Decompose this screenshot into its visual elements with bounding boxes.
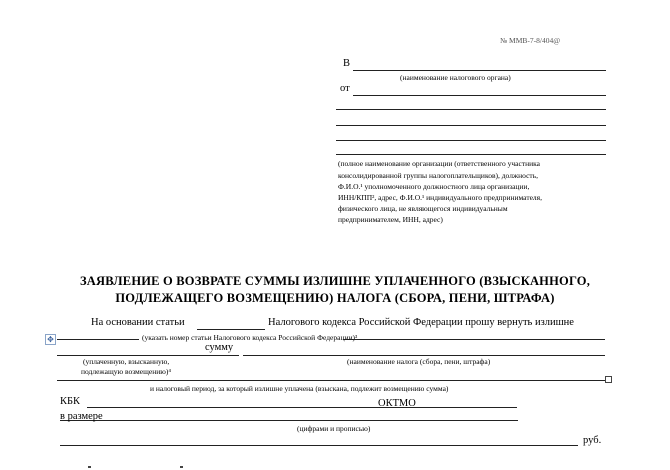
tax-period-field[interactable] xyxy=(57,380,605,381)
applicant-field-4[interactable] xyxy=(336,140,606,141)
paid-type-field-2[interactable] xyxy=(57,355,239,356)
oktmo-field[interactable] xyxy=(60,420,518,421)
amount-caption: (цифрами и прописью) xyxy=(297,424,371,433)
applicant-caption-6: предпринимателем, ИНН, адрес) xyxy=(338,215,443,224)
tax-authority-field[interactable] xyxy=(353,70,606,71)
applicant-caption-1: (полное наименование организации (ответственного участника xyxy=(338,159,540,168)
cut-off-text-1 xyxy=(88,466,91,468)
amount-label: в размере xyxy=(60,411,103,422)
rub-label: руб. xyxy=(583,435,602,446)
applicant-field-2[interactable] xyxy=(336,109,606,110)
applicant-field-3[interactable] xyxy=(336,125,606,126)
to-label: В xyxy=(343,58,351,69)
move-icon[interactable]: ✥ xyxy=(45,334,56,345)
applicant-caption-3: Ф.И.О.¹ уполномоченного должностного лица организации, xyxy=(338,182,530,191)
paid-type-field[interactable] xyxy=(57,339,139,340)
sum-word: сумму xyxy=(205,342,234,353)
paid-caption-2: подлежащую возмещению)⁴ xyxy=(81,367,171,376)
applicant-caption-4: ИНН/КПП², адрес, Ф.И.О.¹ индивидуального предпринимателя, xyxy=(338,193,542,202)
paid-caption-1: (уплаченную, взысканную, xyxy=(83,357,170,366)
from-label: от xyxy=(340,83,350,94)
tax-name-field-1[interactable] xyxy=(343,339,605,340)
amount-field[interactable] xyxy=(60,445,578,446)
applicant-caption-2: консолидированной группы налогоплательщиков), должность, xyxy=(338,171,538,180)
kbk-label: КБК xyxy=(60,396,81,407)
applicant-field-1[interactable] xyxy=(353,95,606,96)
form-code: № ММВ-7-8/404@ xyxy=(500,36,561,45)
cut-off-text-2 xyxy=(180,466,183,468)
document-title-line-1: ЗАЯВЛЕНИЕ О ВОЗВРАТЕ СУММЫ ИЗЛИШНЕ УПЛАЧЕННОГО (ВЗЫСКАННОГО, xyxy=(79,274,591,288)
basis-prefix: На основании статьи xyxy=(91,317,185,328)
tax-name-caption: (наименование налога (сбора, пени, штрафа) xyxy=(347,357,491,366)
tax-authority-caption: (наименование налогового органа) xyxy=(400,73,511,82)
applicant-field-5[interactable] xyxy=(336,154,606,155)
article-caption: (указать номер статьи Налогового кодекса Российской Федерации)³ xyxy=(142,333,358,342)
tax-name-field-2[interactable] xyxy=(243,355,605,356)
period-caption: и налоговый период, за который излишне уплачена (взыскана, подлежит возмещению сумма) xyxy=(150,384,449,393)
document-title-line-2: ПОДЛЕЖАЩЕГО ВОЗМЕЩЕНИЮ) НАЛОГА (СБОРА, ПЕНИ, ШТРАФА) xyxy=(115,291,555,305)
basis-suffix: Налогового кодекса Российской Федерации прошу вернуть излишне xyxy=(268,317,574,328)
form-checkbox[interactable] xyxy=(605,376,612,383)
article-number-field[interactable] xyxy=(197,329,265,330)
kbk-field[interactable] xyxy=(87,407,517,408)
oktmo-label: ОКТМО xyxy=(378,398,416,409)
applicant-caption-5: физического лица, не являющегося индивидуальным xyxy=(338,204,508,213)
